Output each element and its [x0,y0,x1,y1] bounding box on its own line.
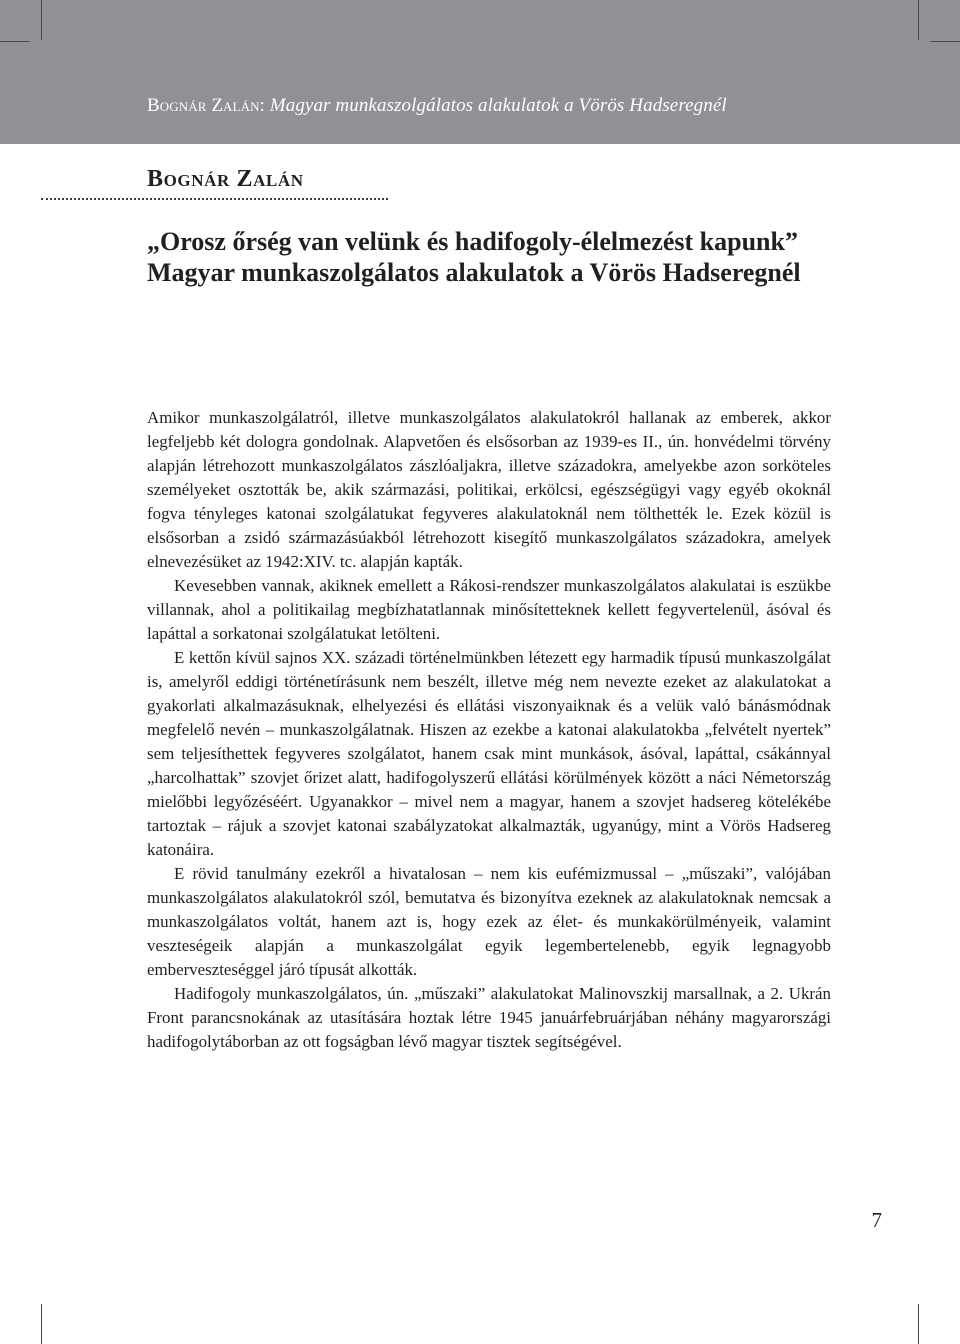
paragraph: Hadifogoly munkaszolgálatos, ún. „műszaki” alakulatokat Malinovszkij marsallnak, a 2. Ukrán Front parancsnokának az utasítására hoztak létre 1945 januárfebruárjában néhány magyarországi hadifogolytáborban az ott fogságban lévő magyar tisztek segítségével. [147,984,831,1051]
crop-mark [41,0,42,40]
running-head-title: Magyar munkaszolgálatos alakulatok a Vörös Hadseregnél [269,95,727,116]
header-band [0,0,960,144]
running-head [147,95,727,117]
page-number: 7 [871,1208,882,1232]
running-head-author: Bognár Zalán: [147,95,265,116]
crop-mark [0,41,30,42]
crop-mark [930,41,960,42]
crop-mark [41,1304,42,1344]
paragraph: Amikor munkaszolgálatról, illetve munkaszolgálatos alakulatokról hallanak az emberek, akkor legfeljebb két dologra gondolnak. Alapvetően és elsősorban az 1939-es II., ún. honvédelmi törvény alapján létrehozott munkaszolgálatos zászlóaljakra, illetve századokra, amelyekbe azon sorköteles személyeket osztották be, akik származási, politikai, erkölcsi, egészségügyi vagy egyéb okoknál fogva tényleges katonai szolgálatukat fegyveres alakulatoknál nem tölthették le. Ezek közül is elsősorban a zsidó származásúakból létrehozott kisegítő munkaszolgálatos századokra, amelyek elnevezésüket az 1942:XIV. tc. alapján kapták. [147,408,831,571]
article-body [147,406,831,1054]
crop-mark [918,1304,919,1344]
author-name: Bognár Zalán [147,166,304,192]
dotted-divider [41,198,388,200]
article-title-line-2: Magyar munkaszolgálatos alakulatok a Vörös Hadseregnél [147,258,801,287]
article-title [147,226,867,288]
crop-mark [918,0,919,40]
paragraph: E kettőn kívül sajnos XX. századi történelmünkben létezett egy harmadik típusú munkaszolgálat is, amelyről eddigi történetírásunk nem beszélt, illetve még nem nevezte ezeket az alakulatokat a gyakorlati alkalmazásuknak, elhelyezési és ellátási viszonyaiknak és a velük való bánásmódnak megfelelő nevén – munkaszolgálatnak. Hiszen az ezekbe a katonai alakulatokba „felvételt nyertek” sem teljesíthettek fegyveres szolgálatot, hanem csak mint munkások, ásóval, lapáttal, csákánnyal „harcolhattak” szovjet őrizet alatt, hadifogolyszerű ellátási körülmények között a náci Németország mielőbbi legyőzéséért. Ugyanakkor – mivel nem a magyar, hanem a szovjet hadsereg kötelékébe tartoztak – rájuk a szovjet katonai szabályzatokat alkalmazták, ugyanúgy, mint a Vörös Hadsereg katonáira. [147,648,831,859]
article-title-line-1: „Orosz őrség van velünk és hadifogoly-élelmezést kapunk” [147,227,798,256]
paragraph: E rövid tanulmány ezekről a hivatalosan – nem kis eufémizmussal – „műszaki”, valójában munkaszolgálatos alakulatokról szól, bemutatva és bizonyítva ezeknek az alakulatoknak nemcsak a munkaszolgálatos voltát, hanem azt is, hogy ezek az élet- és munkakörülményeik, valamint veszteségeik alapján a munkaszolgálat egyik legembertelenebb, egyik legnagyobb emberveszteséggel járó típusát alkották. [147,864,831,979]
paragraph: Kevesebben vannak, akiknek emellett a Rákosi-rendszer munkaszolgálatos alakulatai is eszükbe villannak, ahol a politikailag megbízhatatlannak minősítetteknek kellett fegyvertelenül, ásóval és lapáttal a sorkatonai szolgálatukat letölteni. [147,576,831,643]
